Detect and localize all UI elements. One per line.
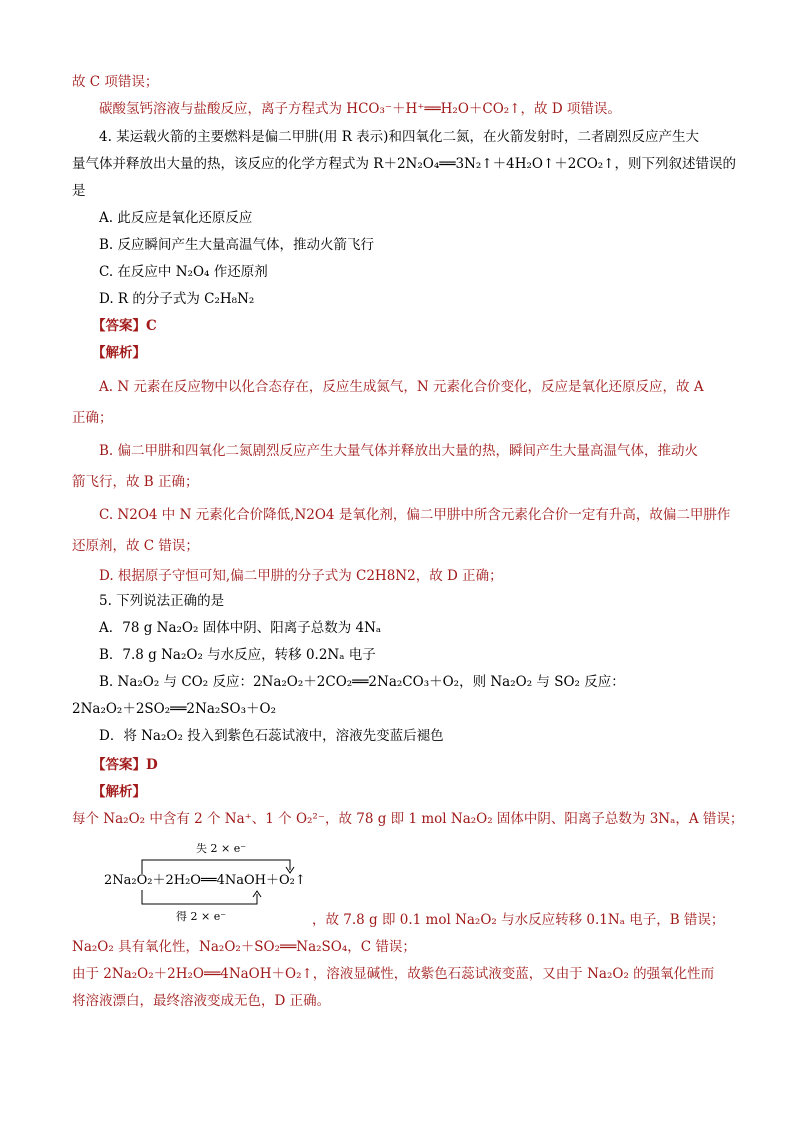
option-c: 2Na₂O₂＋2SO₂══2Na₂SO₃＋O₂ <box>72 701 276 717</box>
text-line: 故 C 项错误； <box>72 74 159 90</box>
electron-transfer-diagram <box>100 836 340 922</box>
question-4-stem: 是 <box>72 183 86 199</box>
option-d: D. R 的分子式为 C₂H₈N₂ <box>99 291 255 307</box>
analysis-line: C. N2O4 中 N 元素化合价降低,N2O4 是氧化剂，偏二甲肼中所含元素化合价一定有升高，故偏二甲肼作 <box>99 507 731 523</box>
question-4-stem: 量气体并释放出大量的热，该反应的化学方程式为 R＋2N₂O₄══3N₂↑＋4H₂O↑＋2CO₂↑，则下列叙述错误的 <box>72 156 736 172</box>
text-line: 碳酸氢钙溶液与盐酸反应，离子方程式为 HCO₃⁻＋H⁺══H₂O＋CO₂↑，故 D 项错误。 <box>99 101 621 117</box>
gain-electron-arrow <box>142 890 257 904</box>
question-4-stem: 4. 某运载火箭的主要燃料是偏二甲肼(用 R 表示)和四氧化二氮，在火箭发射时，二者剧烈反应产生大 <box>99 129 699 145</box>
question-5-stem: 5. 下列说法正确的是 <box>99 593 225 609</box>
analysis-line: A. N 元素在反应物中以化合态存在，反应生成氮气，N 元素化合价变化，反应是氧化还原反应，故 A <box>99 379 704 395</box>
option-c: C. 在反应中 N₂O₄ 作还原剂 <box>99 264 268 280</box>
option-b: B. 反应瞬间产生大量高温气体，推动火箭飞行 <box>99 237 375 253</box>
answer-label: 【答案】C <box>92 318 157 334</box>
analysis-line: 每个 Na₂O₂ 中含有 2 个 Na⁺、1 个 O₂²⁻，故 78 g 即 1 mol Na₂O₂ 固体中阴、阳离子总数为 3Nₐ，A 错误； <box>72 811 744 827</box>
analysis-line: 还原剂，故 C 错误； <box>72 538 199 554</box>
option-a: A. 此反应是氧化还原反应 <box>99 210 253 226</box>
analysis-line: 将溶液漂白，最终溶液变成无色，D 正确。 <box>72 993 331 1009</box>
option-a: A．78 g Na₂O₂ 固体中阴、阳离子总数为 4Nₐ <box>99 620 382 636</box>
lose-electron-arrow <box>142 860 290 874</box>
analysis-label: 【解析】 <box>92 345 146 361</box>
gain-electron-label: 得 2 × e⁻ <box>176 910 227 922</box>
option-d: D．将 Na₂O₂ 投入到紫色石蕊试液中，溶液先变蓝后褪色 <box>99 728 444 744</box>
analysis-line: ，故 7.8 g 即 0.1 mol Na₂O₂ 与水反应转移 0.1Nₐ 电子，B 错误； <box>312 912 725 928</box>
lose-electron-label: 失 2 × e⁻ <box>196 842 247 855</box>
analysis-line: 由于 2Na₂O₂＋2H₂O══4NaOH＋O₂↑，溶液显碱性，故紫色石蕊试液变蓝，又由于 Na₂O₂ 的强氧化性而 <box>72 966 715 982</box>
analysis-line: 正确； <box>72 410 113 426</box>
option-c: B. Na₂O₂ 与 CO₂ 反应：2Na₂O₂＋2CO₂══2Na₂CO₃＋O₂，则 Na₂O₂ 与 SO₂ 反应： <box>99 674 625 690</box>
analysis-line: Na₂O₂ 具有氧化性，Na₂O₂＋SO₂══Na₂SO₄，C 错误； <box>72 939 416 955</box>
reaction-equation: 2Na₂O₂＋2H₂O══4NaOH＋O₂↑ <box>104 873 306 888</box>
analysis-line: D. 根据原子守恒可知,偏二甲肼的分子式为 C2H8N2，故 D 正确； <box>99 568 503 584</box>
option-b: B．7.8 g Na₂O₂ 与水反应，转移 0.2Nₐ 电子 <box>99 647 376 663</box>
analysis-line: 箭飞行，故 B 正确； <box>72 474 199 490</box>
analysis-line: B. 偏二甲肼和四氧化二氮剧烈反应产生大量气体并释放出大量的热，瞬间产生大量高温气体，推动火 <box>99 443 699 459</box>
answer-label: 【答案】D <box>92 757 158 773</box>
analysis-label: 【解析】 <box>92 784 146 800</box>
